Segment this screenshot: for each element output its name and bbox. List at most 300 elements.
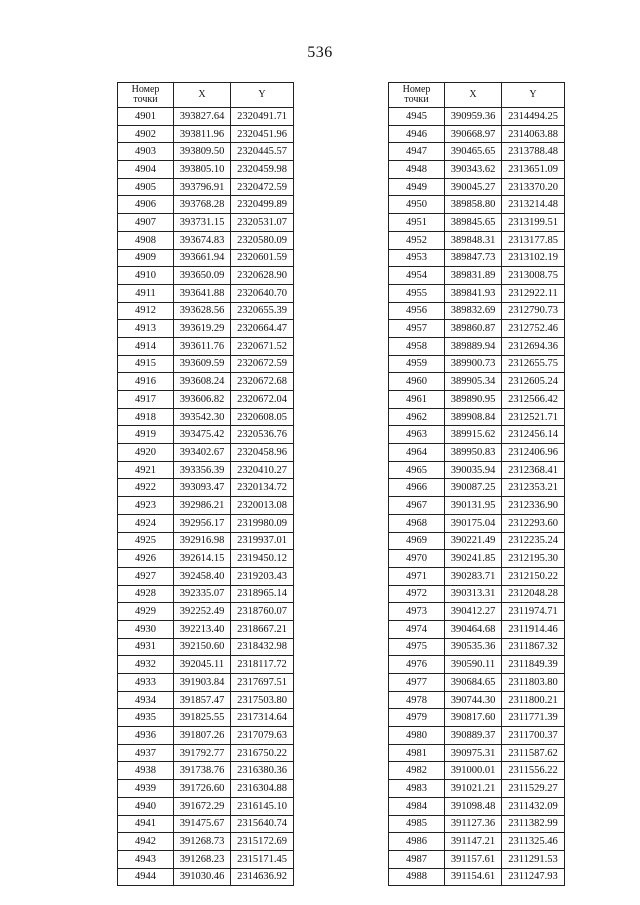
x-column-header: X [445,83,502,108]
x-coordinate-cell: 389841.93 [445,284,502,302]
point-number-cell: 4951 [389,214,445,232]
point-number-cell: 4935 [118,709,174,727]
y-coordinate-cell: 2320664.47 [231,320,294,338]
point-number-cell: 4965 [389,461,445,479]
point-number-cell: 4927 [118,567,174,585]
table-row [118,709,294,727]
table-row [389,656,565,674]
y-coordinate-cell: 2318117.72 [231,656,294,674]
y-coordinate-cell: 2319450.12 [231,550,294,568]
x-coordinate-cell: 391807.26 [174,727,231,745]
point-number-cell: 4981 [389,744,445,762]
y-coordinate-cell: 2319980.09 [231,514,294,532]
x-coordinate-cell: 390889.37 [445,727,502,745]
point-number-cell: 4914 [118,337,174,355]
y-coordinate-cell: 2312922.11 [502,284,565,302]
x-coordinate-cell: 391738.76 [174,762,231,780]
point-number-cell: 4962 [389,408,445,426]
table-row [389,461,565,479]
point-number-cell: 4988 [389,868,445,886]
y-coordinate-cell: 2320445.57 [231,143,294,161]
point-number-cell: 4955 [389,284,445,302]
table-row [389,497,565,515]
point-number-cell: 4901 [118,108,174,126]
table-row [389,550,565,568]
table-row [389,780,565,798]
y-coordinate-cell: 2313199.51 [502,214,565,232]
y-coordinate-cell: 2313370.20 [502,178,565,196]
x-coordinate-cell: 391157.61 [445,850,502,868]
table-row [389,426,565,444]
point-number-cell: 4936 [118,727,174,745]
point-number-cell: 4905 [118,178,174,196]
x-coordinate-cell: 389950.83 [445,444,502,462]
x-coordinate-cell: 393768.28 [174,196,231,214]
table-row [389,302,565,320]
table-row [389,161,565,179]
table-row [389,249,565,267]
point-number-cell: 4931 [118,638,174,656]
table-row [389,373,565,391]
x-coordinate-cell: 389890.95 [445,391,502,409]
x-coordinate-cell: 389860.87 [445,320,502,338]
table-row [389,709,565,727]
y-coordinate-cell: 2312605.24 [502,373,565,391]
y-coordinate-cell: 2320410.27 [231,461,294,479]
y-coordinate-cell: 2311771.39 [502,709,565,727]
x-coordinate-cell: 392458.40 [174,567,231,585]
point-number-cell: 4933 [118,674,174,692]
table-row [118,108,294,126]
point-number-cell: 4937 [118,744,174,762]
table-row [118,727,294,745]
point-number-cell: 4956 [389,302,445,320]
table-row [389,214,565,232]
x-coordinate-cell: 389848.31 [445,231,502,249]
y-coordinate-cell: 2320459.98 [231,161,294,179]
point-number-cell: 4976 [389,656,445,674]
x-coordinate-cell: 391030.46 [174,868,231,886]
x-coordinate-cell: 391672.29 [174,797,231,815]
x-coordinate-cell: 391726.60 [174,780,231,798]
x-coordinate-cell: 393609.59 [174,355,231,373]
y-coordinate-cell: 2312566.42 [502,391,565,409]
table-row [118,249,294,267]
point-number-cell: 4911 [118,284,174,302]
point-number-cell: 4980 [389,727,445,745]
y-coordinate-cell: 2318432.98 [231,638,294,656]
x-coordinate-cell: 391000.01 [445,762,502,780]
table-row [389,337,565,355]
point-number-cell: 4921 [118,461,174,479]
table-row [389,674,565,692]
y-coordinate-cell: 2318667.21 [231,620,294,638]
x-coordinate-cell: 392956.17 [174,514,231,532]
x-coordinate-cell: 392252.49 [174,603,231,621]
point-number-cell: 4970 [389,550,445,568]
x-coordinate-cell: 393619.29 [174,320,231,338]
x-coordinate-cell: 390087.25 [445,479,502,497]
point-number-cell: 4986 [389,833,445,851]
x-coordinate-cell: 390465.65 [445,143,502,161]
x-coordinate-cell: 393805.10 [174,161,231,179]
point-number-cell: 4974 [389,620,445,638]
x-coordinate-cell: 392986.21 [174,497,231,515]
point-number-cell: 4949 [389,178,445,196]
x-coordinate-cell: 393811.96 [174,125,231,143]
y-coordinate-cell: 2320458.96 [231,444,294,462]
x-coordinate-cell: 392150.60 [174,638,231,656]
point-number-cell: 4934 [118,691,174,709]
point-number-cell: 4907 [118,214,174,232]
x-coordinate-cell: 389847.73 [445,249,502,267]
point-number-cell: 4924 [118,514,174,532]
point-number-cell: 4982 [389,762,445,780]
x-column-header: X [174,83,231,108]
x-coordinate-cell: 390175.04 [445,514,502,532]
table-row [118,373,294,391]
table-row [389,815,565,833]
table-row [389,479,565,497]
table-row [389,231,565,249]
table-row [389,444,565,462]
point-number-cell: 4922 [118,479,174,497]
point-number-cell: 4959 [389,355,445,373]
y-coordinate-cell: 2320451.96 [231,125,294,143]
y-coordinate-cell: 2312048.28 [502,585,565,603]
x-coordinate-cell: 393641.88 [174,284,231,302]
table-row [118,868,294,886]
x-coordinate-cell: 392614.15 [174,550,231,568]
y-coordinate-cell: 2318965.14 [231,585,294,603]
y-coordinate-cell: 2320499.89 [231,196,294,214]
x-coordinate-cell: 389831.89 [445,267,502,285]
point-number-cell: 4938 [118,762,174,780]
table-row [118,196,294,214]
table-row [389,567,565,585]
point-number-cell: 4947 [389,143,445,161]
y-coordinate-cell: 2311529.27 [502,780,565,798]
table-row [389,125,565,143]
point-number-cell: 4940 [118,797,174,815]
y-coordinate-cell: 2320655.39 [231,302,294,320]
x-coordinate-cell: 393611.76 [174,337,231,355]
y-coordinate-cell: 2312790.73 [502,302,565,320]
x-coordinate-cell: 391792.77 [174,744,231,762]
point-number-cell: 4967 [389,497,445,515]
y-coordinate-cell: 2312336.90 [502,497,565,515]
table-row [118,585,294,603]
point-number-cell: 4971 [389,567,445,585]
y-coordinate-cell: 2320601.59 [231,249,294,267]
coordinates-table-right [388,82,565,886]
x-coordinate-cell: 389908.84 [445,408,502,426]
x-coordinate-cell: 390590.11 [445,656,502,674]
table-row [118,674,294,692]
table-row [118,337,294,355]
y-coordinate-cell: 2311556.22 [502,762,565,780]
point-number-cell: 4945 [389,108,445,126]
y-coordinate-cell: 2320672.68 [231,373,294,391]
y-coordinate-cell: 2318760.07 [231,603,294,621]
x-coordinate-cell: 390535.36 [445,638,502,656]
table-row [118,550,294,568]
y-coordinate-cell: 2314063.88 [502,125,565,143]
table-row [118,567,294,585]
point-number-cell: 4923 [118,497,174,515]
point-number-cell: 4972 [389,585,445,603]
point-number-cell: 4968 [389,514,445,532]
x-coordinate-cell: 390412.27 [445,603,502,621]
table-row [118,444,294,462]
x-coordinate-cell: 393402.67 [174,444,231,462]
y-coordinate-cell: 2312752.46 [502,320,565,338]
y-coordinate-cell: 2312195.30 [502,550,565,568]
table-row [389,868,565,886]
point-number-cell: 4926 [118,550,174,568]
x-coordinate-cell: 390221.49 [445,532,502,550]
table-row [118,161,294,179]
y-coordinate-cell: 2315171.45 [231,850,294,868]
table-row [118,780,294,798]
table-row [118,320,294,338]
y-coordinate-cell: 2312353.21 [502,479,565,497]
point-number-cell: 4957 [389,320,445,338]
table-row [389,638,565,656]
table-row [118,514,294,532]
x-coordinate-cell: 393650.09 [174,267,231,285]
y-coordinate-cell: 2311800.21 [502,691,565,709]
table-row [118,125,294,143]
x-coordinate-cell: 391147.21 [445,833,502,851]
point-number-cell: 4915 [118,355,174,373]
point-number-cell: 4975 [389,638,445,656]
y-coordinate-cell: 2311914.46 [502,620,565,638]
y-coordinate-cell: 2313102.19 [502,249,565,267]
table-row [389,355,565,373]
table-row [389,762,565,780]
x-coordinate-cell: 389889.94 [445,337,502,355]
y-coordinate-cell: 2320472.59 [231,178,294,196]
table-row [118,355,294,373]
x-coordinate-cell: 389858.80 [445,196,502,214]
table-row [389,320,565,338]
x-coordinate-cell: 390241.85 [445,550,502,568]
y-coordinate-cell: 2316380.36 [231,762,294,780]
table-body [389,108,565,886]
point-number-cell: 4908 [118,231,174,249]
x-coordinate-cell: 390035.94 [445,461,502,479]
x-coordinate-cell: 391903.84 [174,674,231,692]
point-number-cell: 4910 [118,267,174,285]
y-coordinate-cell: 2314636.92 [231,868,294,886]
y-coordinate-cell: 2311587.62 [502,744,565,762]
table-row [118,603,294,621]
coordinates-table-left [117,82,294,886]
y-coordinate-cell: 2319203.43 [231,567,294,585]
table-row [389,797,565,815]
y-coordinate-cell: 2313177.85 [502,231,565,249]
table-row [118,638,294,656]
point-number-cell: 4984 [389,797,445,815]
table-row [389,267,565,285]
table-row [118,426,294,444]
point-number-cell: 4973 [389,603,445,621]
y-coordinate-cell: 2311803.80 [502,674,565,692]
point-number-cell: 4979 [389,709,445,727]
y-coordinate-cell: 2312368.41 [502,461,565,479]
y-coordinate-cell: 2320672.59 [231,355,294,373]
y-coordinate-cell: 2311700.37 [502,727,565,745]
x-coordinate-cell: 390343.62 [445,161,502,179]
point-number-header-label: Номер точки [131,84,160,105]
x-coordinate-cell: 393796.91 [174,178,231,196]
point-number-cell: 4913 [118,320,174,338]
table-row [389,108,565,126]
point-number-cell: 4977 [389,674,445,692]
x-coordinate-cell: 392045.11 [174,656,231,674]
x-coordinate-cell: 390668.97 [445,125,502,143]
x-coordinate-cell: 391127.36 [445,815,502,833]
y-coordinate-cell: 2316145.10 [231,797,294,815]
x-coordinate-cell: 391021.21 [445,780,502,798]
table-row [118,284,294,302]
point-number-cell: 4929 [118,603,174,621]
y-coordinate-cell: 2312521.71 [502,408,565,426]
y-coordinate-cell: 2320536.76 [231,426,294,444]
x-coordinate-cell: 393661.94 [174,249,231,267]
y-coordinate-cell: 2319937.01 [231,532,294,550]
x-coordinate-cell: 389832.69 [445,302,502,320]
point-number-cell: 4941 [118,815,174,833]
x-coordinate-cell: 391154.61 [445,868,502,886]
table-row [118,797,294,815]
x-coordinate-cell: 389915.62 [445,426,502,444]
x-coordinate-cell: 393809.50 [174,143,231,161]
x-coordinate-cell: 393542.30 [174,408,231,426]
x-coordinate-cell: 392335.07 [174,585,231,603]
y-coordinate-cell: 2316304.88 [231,780,294,798]
point-number-cell: 4963 [389,426,445,444]
table-row [389,408,565,426]
table-row [389,850,565,868]
point-number-header [118,83,174,108]
table-row [389,532,565,550]
page-number: 536 [307,44,333,61]
y-coordinate-cell: 2317503.80 [231,691,294,709]
table-row [118,408,294,426]
table-header-row [118,83,294,108]
y-coordinate-cell: 2320134.72 [231,479,294,497]
table-row [389,284,565,302]
y-coordinate-cell: 2320672.04 [231,391,294,409]
table-row [118,850,294,868]
point-number-cell: 4925 [118,532,174,550]
y-coordinate-cell: 2317314.64 [231,709,294,727]
table-row [118,833,294,851]
x-coordinate-cell: 393731.15 [174,214,231,232]
table-row [118,267,294,285]
table-row [118,497,294,515]
table-row [389,178,565,196]
y-coordinate-cell: 2314494.25 [502,108,565,126]
point-number-cell: 4953 [389,249,445,267]
table-row [118,143,294,161]
x-coordinate-cell: 392213.40 [174,620,231,638]
y-coordinate-cell: 2311382.99 [502,815,565,833]
point-number-cell: 4950 [389,196,445,214]
x-coordinate-cell: 393628.56 [174,302,231,320]
x-coordinate-cell: 389845.65 [445,214,502,232]
x-coordinate-cell: 390975.31 [445,744,502,762]
table-row [389,744,565,762]
point-number-cell: 4985 [389,815,445,833]
table-row [118,656,294,674]
point-number-cell: 4960 [389,373,445,391]
point-number-cell: 4983 [389,780,445,798]
x-coordinate-cell: 389905.34 [445,373,502,391]
point-number-cell: 4920 [118,444,174,462]
table-row [389,391,565,409]
y-column-header: Y [231,83,294,108]
table-body [118,108,294,886]
point-number-cell: 4946 [389,125,445,143]
point-number-cell: 4930 [118,620,174,638]
table-row [118,178,294,196]
table-row [389,620,565,638]
x-coordinate-cell: 390959.36 [445,108,502,126]
y-coordinate-cell: 2311974.71 [502,603,565,621]
y-coordinate-cell: 2312293.60 [502,514,565,532]
table-row [118,762,294,780]
x-coordinate-cell: 390131.95 [445,497,502,515]
y-column-header: Y [502,83,565,108]
table-row [389,196,565,214]
x-coordinate-cell: 391268.23 [174,850,231,868]
point-number-cell: 4917 [118,391,174,409]
point-number-cell: 4928 [118,585,174,603]
point-number-cell: 4969 [389,532,445,550]
y-coordinate-cell: 2315640.74 [231,815,294,833]
point-number-header [389,83,445,108]
table-row [118,815,294,833]
x-coordinate-cell: 391098.48 [445,797,502,815]
x-coordinate-cell: 391857.47 [174,691,231,709]
point-number-cell: 4912 [118,302,174,320]
table-row [118,479,294,497]
x-coordinate-cell: 390464.68 [445,620,502,638]
table-row [389,691,565,709]
y-coordinate-cell: 2311247.93 [502,868,565,886]
point-number-cell: 4948 [389,161,445,179]
y-coordinate-cell: 2312456.14 [502,426,565,444]
table-row [118,620,294,638]
y-coordinate-cell: 2320531.07 [231,214,294,232]
y-coordinate-cell: 2311867.32 [502,638,565,656]
table-row [118,231,294,249]
x-coordinate-cell: 390045.27 [445,178,502,196]
table-row [389,143,565,161]
table-row [118,691,294,709]
y-coordinate-cell: 2317079.63 [231,727,294,745]
x-coordinate-cell: 393093.47 [174,479,231,497]
point-number-cell: 4902 [118,125,174,143]
point-number-cell: 4939 [118,780,174,798]
table-row [389,833,565,851]
table-row [389,514,565,532]
y-coordinate-cell: 2320628.90 [231,267,294,285]
x-coordinate-cell: 390744.30 [445,691,502,709]
